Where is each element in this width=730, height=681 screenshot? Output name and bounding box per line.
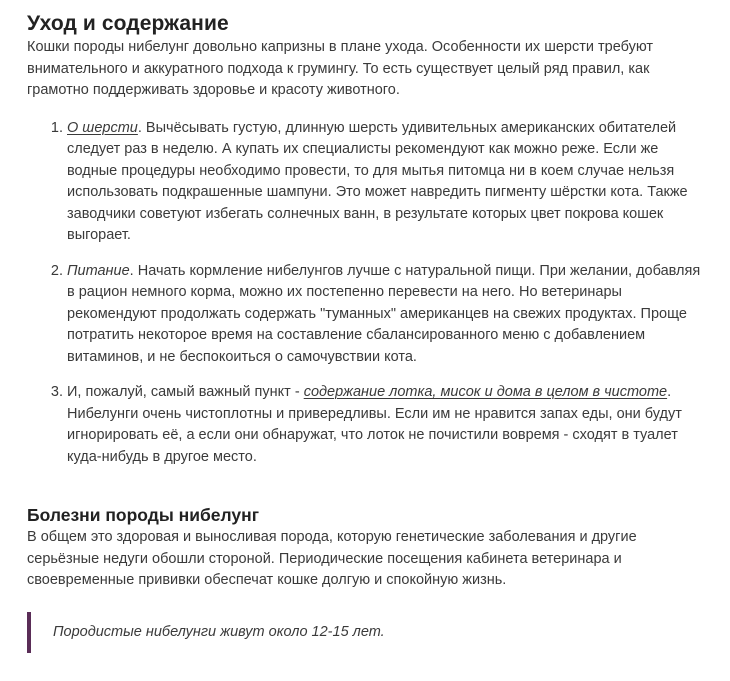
cleanliness-prefix: И, пожалуй, самый важный пункт -: [67, 384, 304, 400]
nutrition-term: Питание: [67, 262, 130, 279]
diseases-paragraph: В общем это здоровая и выносливая порода, которую генетические заболевания и другие серьёзные недуги обошли стороной. Периодические посещения кабинета ветеринара и своевременные прививки обеспечат кошке долгую и спокойную жизнь.: [27, 529, 637, 588]
lifespan-quote: Породистые нибелунги живут около 12-15 лет.: [27, 612, 708, 653]
fur-text: . Вычёсывать густую, длинную шерсть удивительных американских обитателей следует раз в неделю. А купать их специалисты рекомендуют как можно реже. Если же водные процедуры необходимо провести, то для мытья питомца ни в коем случае нельзя использовать подкрашенные шампуни. Это может навредить пигменту шёрстки кота. Также заводчики советуют избегать солнечных ванн, в результате которых цвет покрова кошек выгорает.: [67, 119, 688, 243]
fur-link[interactable]: О шерсти: [67, 119, 138, 136]
care-rules-list: [27, 118, 708, 469]
diseases-section-title: Болезни породы нибелунг: [27, 505, 260, 525]
list-item-fur: [67, 118, 708, 247]
care-intro-paragraph: Кошки породы нибелунг довольно капризны в плане ухода. Особенности их шерсти требуют внимательного и аккуратного подхода к грумингу. То есть существует целый ряд правил, как грамотно поддерживать здоровье и красоту животного.: [27, 39, 654, 98]
list-item-cleanliness: [67, 382, 708, 468]
cleanliness-text: . Нибелунги очень чистоплотны и привередливы. Если им не нравится запах еды, они будут игнорировать её, а если они обнаружат, что лоток не почистили вовремя - сходят в туалет куда-нибудь в другое место.: [67, 384, 682, 465]
cleanliness-link[interactable]: содержание лотка, мисок и дома в целом в чистоте: [303, 384, 668, 400]
nutrition-text: . Начать кормление нибелунгов лучше с натуральной пищи. При желании, добавляя в рацион немного корма, можно их постепенно перевести на него. Но ветеринары рекомендуют продолжать содержать "туманных" американцев на свежих продуктах. Проще потратить некоторое время на составление сбалансированного меню с добавлением витаминов, и не беспокоиться о самочувствии кота.: [67, 262, 701, 365]
care-section-title: Уход и содержание: [27, 12, 229, 35]
list-item-nutrition: [67, 261, 708, 369]
